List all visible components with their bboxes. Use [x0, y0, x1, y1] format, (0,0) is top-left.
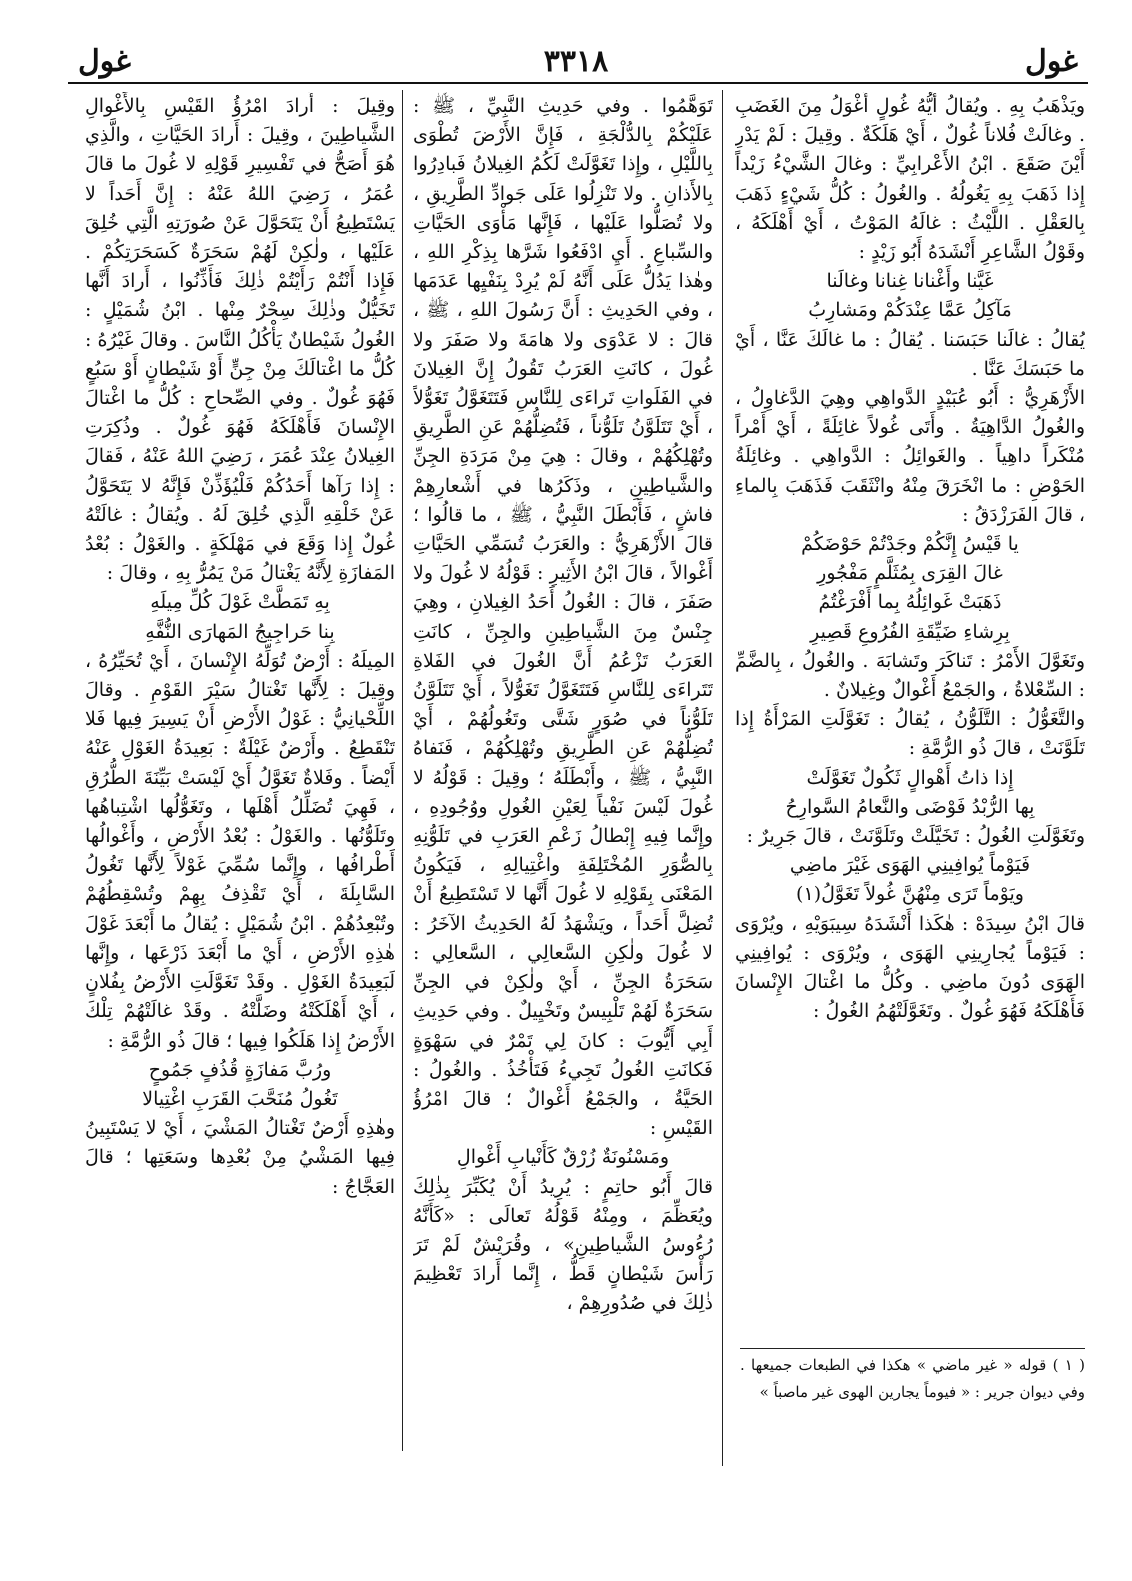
paragraph: تَوَهَّمُوا . وفي حَدِيثِ النَّبِيِّ ، ﷺ : عَلَيْكُمْ بِالدُّلْجَةِ ، فَإِنَّ الأَرْضَ تُطْوَى بِاللَّيْلِ ، وإِذا تَغَوَّلَتْ لَكُمُ الغِيلانُ فَبادِرُوا بِالأَذانِ . ولا تَنْزِلُوا عَلَى جَوادِّ الطَّرِيقِ ، ولا تُصَلُّوا عَلَيْها ، فَإِنَّها مَأْوَى الحَيَّاتِ والسِّباعِ . أَيِ ادْفَعُوا شَرَّها بِذِكْرِ اللهِ ، وهٰذا يَدُلُّ عَلَى أَنَّهُ لَمْ يُرِدْ بِنَفْيِها عَدَمَها ، وفي الحَدِيثِ : أَنَّ رَسُولَ اللهِ ، ﷺ ، قالَ : لا عَدْوَى ولا هامَةَ ولا صَفَرَ ولا غُولَ ، كانَتِ العَرَبُ تَقُولُ إِنَّ الغِيلانَ في الفَلَواتِ تَراءَى لِلنَّاسِ فَتَتَغَوَّلُ تَغَوُّلاً ، أَيْ تَتَلَوَّنُ تَلَوُّناً ، فَتُضِلُّهُمْ عَنِ الطَّرِيقِ وتُهْلِكُهُمْ ، وقالَ : هِيَ مِنْ مَرَدَةِ الجِنِّ والشَّياطِينِ ، وذَكَرُها في أَشْعارِهِمْ فاشٍ ، فَأَبْطَلَ النَّبِيُّ ، ﷺ ، ما قالُوا ؛ قالَ الأَزْهَرِيُّ : والعَرَبُ تُسَمِّي الحَيَّاتِ أَغْوالاً ، قالَ ابْنُ الأَثِيرِ : قَوْلُهُ لا غُولَ ولا صَفَرَ ، قالَ : الغُولُ أَحَدُ الغِيلانِ ، وهِيَ جِنْسٌ مِنَ الشَّياطِينِ والجِنِّ ، كانَتِ العَرَبُ تَزْعُمُ أَنَّ الغُولَ في الفَلاةِ تَتَراءَى لِلنَّاسِ فَتَتَغَوَّلُ تَغَوُّلاً ، أَيْ تَتَلَوَّنُ تَلَوُّناً في صُوَرٍ شَتَّى وتَغُولُهُمْ ، أَيْ تُضِلُّهُمْ عَنِ الطَّرِيقِ وتُهْلِكُهُمْ ، فَنَفاهُ النَّبِيُّ ، ﷺ ، وأَبْطَلَهُ ؛ وقِيلَ : قَوْلُهُ لا غُولَ لَيْسَ نَفْياً لِعَيْنِ الغُولِ ووُجُودِهِ ، وإِنَّما فِيهِ إِبْطالُ زَعْمِ العَرَبِ في تَلَوُّنِهِ بِالصُّوَرِ المُخْتَلِفَةِ واغْتِيالِهِ ، فَيَكُونُ المَعْنَى بِقَوْلِهِ لا غُولَ أَنَّها لا تَسْتَطِيعُ أَنْ تُضِلَّ أَحَداً ، ويَشْهَدُ لَهُ الحَدِيثُ الآخَرُ : لا غُولَ ولٰكِنِ السَّعالِي ، السَّعالِي : سَحَرَةُ الجِنِّ ، أَيْ ولٰكِنْ في الجِنِّ سَحَرَةٌ لَهُمْ تَلْبِيسٌ وتَخْيِيلٌ . وفي حَدِيثِ أَبِي أَيُّوبَ : كانَ لِي تَمْرٌ في سَهْوَةٍ فَكانَتِ الغُولُ تَجِيءُ فَتَأْخُذُ . والغُولُ : الحَيَّةُ ، والجَمْعُ أَغْوالٌ ؛ قالَ امْرُؤُ القَيْسِ :: [413, 95, 713, 1140]
verse-line: فَيَوْماً يُوافِينِي الهَوَى غَيْرَ ماضِي: [789, 854, 1031, 877]
header-rule: [68, 82, 1088, 84]
paragraph: وقِيلَ : أَرادَ امْرُؤُ القَيْسِ بِالأَغْوالِ الشَّياطِينَ ، وقِيلَ : أَرادَ الحَيَّاتِ ، والَّذِي هُوَ أَصَحُّ في تَفْسِيرِ قَوْلِهِ لا غُولَ ما قالَ عُمَرُ ، رَضِيَ اللهُ عَنْهُ : إِنَّ أَحَداً لا يَسْتَطِيعُ أَنْ يَتَحَوَّلَ عَنْ صُورَتِهِ الَّتِي خُلِقَ عَلَيْها ، ولٰكِنْ لَهُمْ سَحَرَةٌ كَسَحَرَتِكُمْ . فَإِذا أَنْتُمْ رَأَيْتُمْ ذٰلِكَ فَأَذِّنُوا ، أَرادَ أَنَّها تَخَيُّلٌ وذٰلِكَ سِحْرٌ مِنْها . ابْنُ شُمَيْلٍ : الغُولُ شَيْطانٌ يَأْكُلُ النَّاسَ . وقالَ غَيْرُهُ : كُلُّ ما اغْتالَكَ مِنْ جِنٍّ أَوْ شَيْطانٍ أَوْ سَبُعٍ فَهُوَ غُولٌ . وفي الصِّحاحِ : كُلُّ ما اغْتالَ الإِنْسانَ فَأَهْلَكَهُ فَهُوَ غُولٌ . وذُكِرَتِ الغِيلانُ عِنْدَ عُمَرَ ، رَضِيَ اللهُ عَنْهُ ، فَقالَ : إِذا رَآها أَحَدُكُمْ فَلْيُؤَذِّنْ فَإِنَّهُ لا يَتَحَوَّلُ عَنْ خَلْقِهِ الَّذِي خُلِقَ لَهُ . ويُقالُ : غالَتْهُ غُولٌ إِذا وَقَعَ في مَهْلَكَةٍ . والغَوْلُ : بُعْدُ المَفازَةِ لِأَنَّهُ يَغْتالُ مَنْ يَمُرُّ بِهِ ، وقالَ :: [85, 95, 395, 585]
paragraph: قالَ أَبُو حاتِمٍ : يُرِيدُ أَنْ يُكَبِّرَ بِذٰلِكَ ويُعَظِّمَ ، ومِنْهُ قَوْلُهُ تَعالَى : «كَأَنَّهُ رُءُوسُ الشَّياطِينِ» ، وقُرَيْشٌ لَمْ تَرَ رَأْسَ شَيْطانٍ قَطُّ ، إِنَّما أَرادَ تَعْظِيمَ ذٰلِكَ في صُدُورِهِمْ ،: [413, 1175, 713, 1315]
verse-line: إِذا ذاتُ أَهْوالٍ ثَكُولٌ تَغَوَّلَتْ: [806, 766, 1014, 789]
paragraph: وتَغَوَّلَتِ الغُولُ : تَخَيَّلَتْ وتَلَوَّنَتْ ، قالَ جَرِيرٌ :: [746, 825, 1085, 848]
paragraph: الأَزْهَرِيُّ : أَبُو عُبَيْدٍ الدَّواهِي وهِيَ الدَّغاوِلُ ، والغُولُ الدَّاهِيَةُ . وأَتَى غُولاً غائِلَةً ، أَيْ أَمْراً مُنْكَراً داهِياً . والغَوائِلُ : الدَّواهِي . وغائِلَةُ الحَوْضِ : ما انْخَرَقَ مِنْهُ وانْثَقَبَ فَذَهَبَ بِالماءِ ، قالَ الفَرَزْدَقُ :: [735, 387, 1085, 526]
footnote-rule: [740, 1348, 1085, 1349]
verse-line: ويَوْماً تَرَى مِنْهُنَّ غُولاً تَغَوَّلُ(١): [796, 883, 1024, 906]
footnote: ( ١ ) قوله « غير ماضي » هكذا في الطبعات جميعها . وفي ديوان جرير : « فيوماً يجارين الهوى غير ماصباً »: [740, 1356, 1086, 1401]
verse-line: مَآكِلُ عَمَّا عِنْدَكُمْ ومَشارِبُ: [808, 299, 1012, 322]
header-headword-left: غول: [78, 44, 131, 79]
column-left: [85, 92, 395, 1433]
verse-line: تَغُولُ مُنَحَّبَ القَرَبِ اغْتِيالا: [142, 1087, 338, 1110]
column-right: [735, 92, 1085, 1471]
paragraph: ويَذْهَبُ بِهِ . ويُقالُ أَيُّهُ غُولٍ أَغْوَلُ مِنَ الغَضَبِ . وغالَتْ فُلاناً غُولٌ ، أَيْ هَلَكَةٌ . وقِيلَ : لَمْ يَدْرِ أَيْنَ صَقَعَ . ابْنُ الأَعْرابِيِّ : وغالَ الشَّيْءُ زَيْداً إِذا ذَهَبَ بِهِ يَغُولُهُ . والغُولُ : كُلُّ شَيْءٍ ذَهَبَ بِالعَقْلِ . اللَّيْثُ : غالَهُ المَوْتُ ، أَيْ أَهْلَكَهُ ، وقَوْلُ الشَّاعِرِ أَنْشَدَهُ أَبُو زَيْدٍ :: [735, 95, 1085, 264]
paragraph: وهٰذِهِ أَرْضٌ تَغْتالُ المَشْيَ ، أَيْ لا يَسْتَبِينُ فِيها المَشْيُ مِنْ بُعْدِها وسَعَتِها ؛ قالَ العَجَّاجُ :: [85, 1117, 395, 1198]
page-number: ٣٣١٨: [543, 44, 609, 79]
verse-line: ورُبَّ مَفازَةٍ قُذُفٍ جَمُوحٍ: [148, 1058, 332, 1081]
paragraph: المِيلَهُ : أَرْضٌ تُوَلِّهُ الإِنْسانَ ، أَيْ تُحَيِّرُهُ ، وقِيلَ : لِأَنَّها تَغْتالُ سَيْرَ القَوْمِ . وقالَ اللِّحْيانِيُّ : غَوْلُ الأَرْضِ أَنْ يَسِيرَ فِيها فَلا تَنْقَطِعُ . وأَرْضٌ غَيْلَةٌ : بَعِيدَةُ الغَوْلِ عَنْهُ أَيْضاً . وفَلاةٌ تَغَوَّلُ أَيْ لَيْسَتْ بَيِّنَةَ الطُّرُقِ ، فَهِيَ تُضَلِّلُ أَهْلَها ، وتَغَوُّلُها اشْتِباهُها وتَلَوُّنُها . والغَوْلُ : بُعْدُ الأَرْضِ ، وأَغْوالُها أَطْرافُها ، وإِنَّما سُمِّيَ غَوْلاً لِأَنَّها تَغُولُ السَّابِلَةَ ، أَيْ تَقْذِفُ بِهِمْ وتُسْقِطُهُمْ وتُبْعِدُهُمْ . ابْنُ شُمَيْلٍ : يُقالُ ما أَبْعَدَ غَوْلَ هٰذِهِ الأَرْضِ ، أَيْ ما أَبْعَدَ ذَرْعَها ، وإِنَّها لَبَعِيدَةُ الغَوْلِ . وقَدْ تَغَوَّلَتِ الأَرْضُ بِفُلانٍ ، أَيْ أَهْلَكَتْهُ وضَلَّتْهُ . وقَدْ غالَتْهُمْ تِلْكَ الأَرْضُ إِذا هَلَكُوا فِيها ؛ قالَ ذُو الرُّمَّةِ :: [85, 649, 395, 1052]
page-header: [60, 40, 1092, 80]
verse-line: بِها الرُّبْدُ فَوْضَى والنَّعامُ السَّوارِحُ: [785, 795, 1035, 818]
verse-line: بِنا حَراجِيجُ المَهارَى النُّفَّهِ: [145, 620, 335, 643]
verse-line: يا قَيْسُ إِنَّكُمْ وجَدْتُمْ حَوْضَكُمْ: [801, 533, 1019, 556]
column-middle: [413, 92, 713, 1456]
verse-line: غالَ القِرَى بِمُثَلَّمٍ مَفْجُورِ: [817, 562, 1003, 585]
verse-line: ذَهَبَتْ غَوائِلُهُ بِما أَفْرَغْتُمُ: [818, 591, 1002, 614]
column-separator: [722, 90, 723, 1466]
paragraph: يُقالُ : غالَنا حَبَسَنا . يُقالُ : ما غالَكَ عَنَّا ، أَيْ ما حَبَسَكَ عَنَّا .: [735, 328, 1085, 380]
paragraph: قالَ ابْنُ سِيدَهْ : هٰكَذا أَنْشَدَهُ سِيبَوَيْهِ ، ويُرْوَى : فَيَوْماً يُجارِينِي الهَوَى ، ويُرْوَى : يُوافِينِي الهَوَى دُونَ ماضِي . وكُلُّ ما اغْتالَ الإِنْسانَ فَأَهْلَكَهُ فَهُوَ غُولٌ . وتَغَوَّلَتْهُمُ الغُولُ :: [735, 912, 1085, 1023]
header-headword-right: غول: [1025, 44, 1078, 79]
verse-line: غَيَّنا وأَغْنانا غِنانا وغالَنا: [826, 270, 994, 293]
verse-line: ومَسْنُونَةٌ زُرْقٌ كَأَنْيابِ أَغْوالِ: [456, 1146, 670, 1169]
paragraph: وتَغَوَّلَ الأَمْرُ : تَناكَرَ وتَشابَهَ . والغُولُ ، بِالضَّمِّ : السِّعْلاةُ ، والجَمْعُ أَغْوالٌ وغِيلانٌ .: [735, 649, 1085, 702]
column-separator: [402, 90, 403, 1451]
paragraph: والتَّغَوُّلُ : التَّلَوُّنُ ، يُقالُ : تَغَوَّلَتِ المَرْأَةُ إِذا تَلَوَّنَتْ ، قالَ ذُو الرُّمَّةِ :: [735, 708, 1085, 760]
verse-line: بِرِشاءِ ضَيِّقَةِ الفُرُوعِ قَصِيرِ: [810, 620, 1010, 643]
verse-line: بِهِ تَمَطَّتْ غَوْلَ كُلِّ مِيلَهِ: [150, 591, 330, 614]
